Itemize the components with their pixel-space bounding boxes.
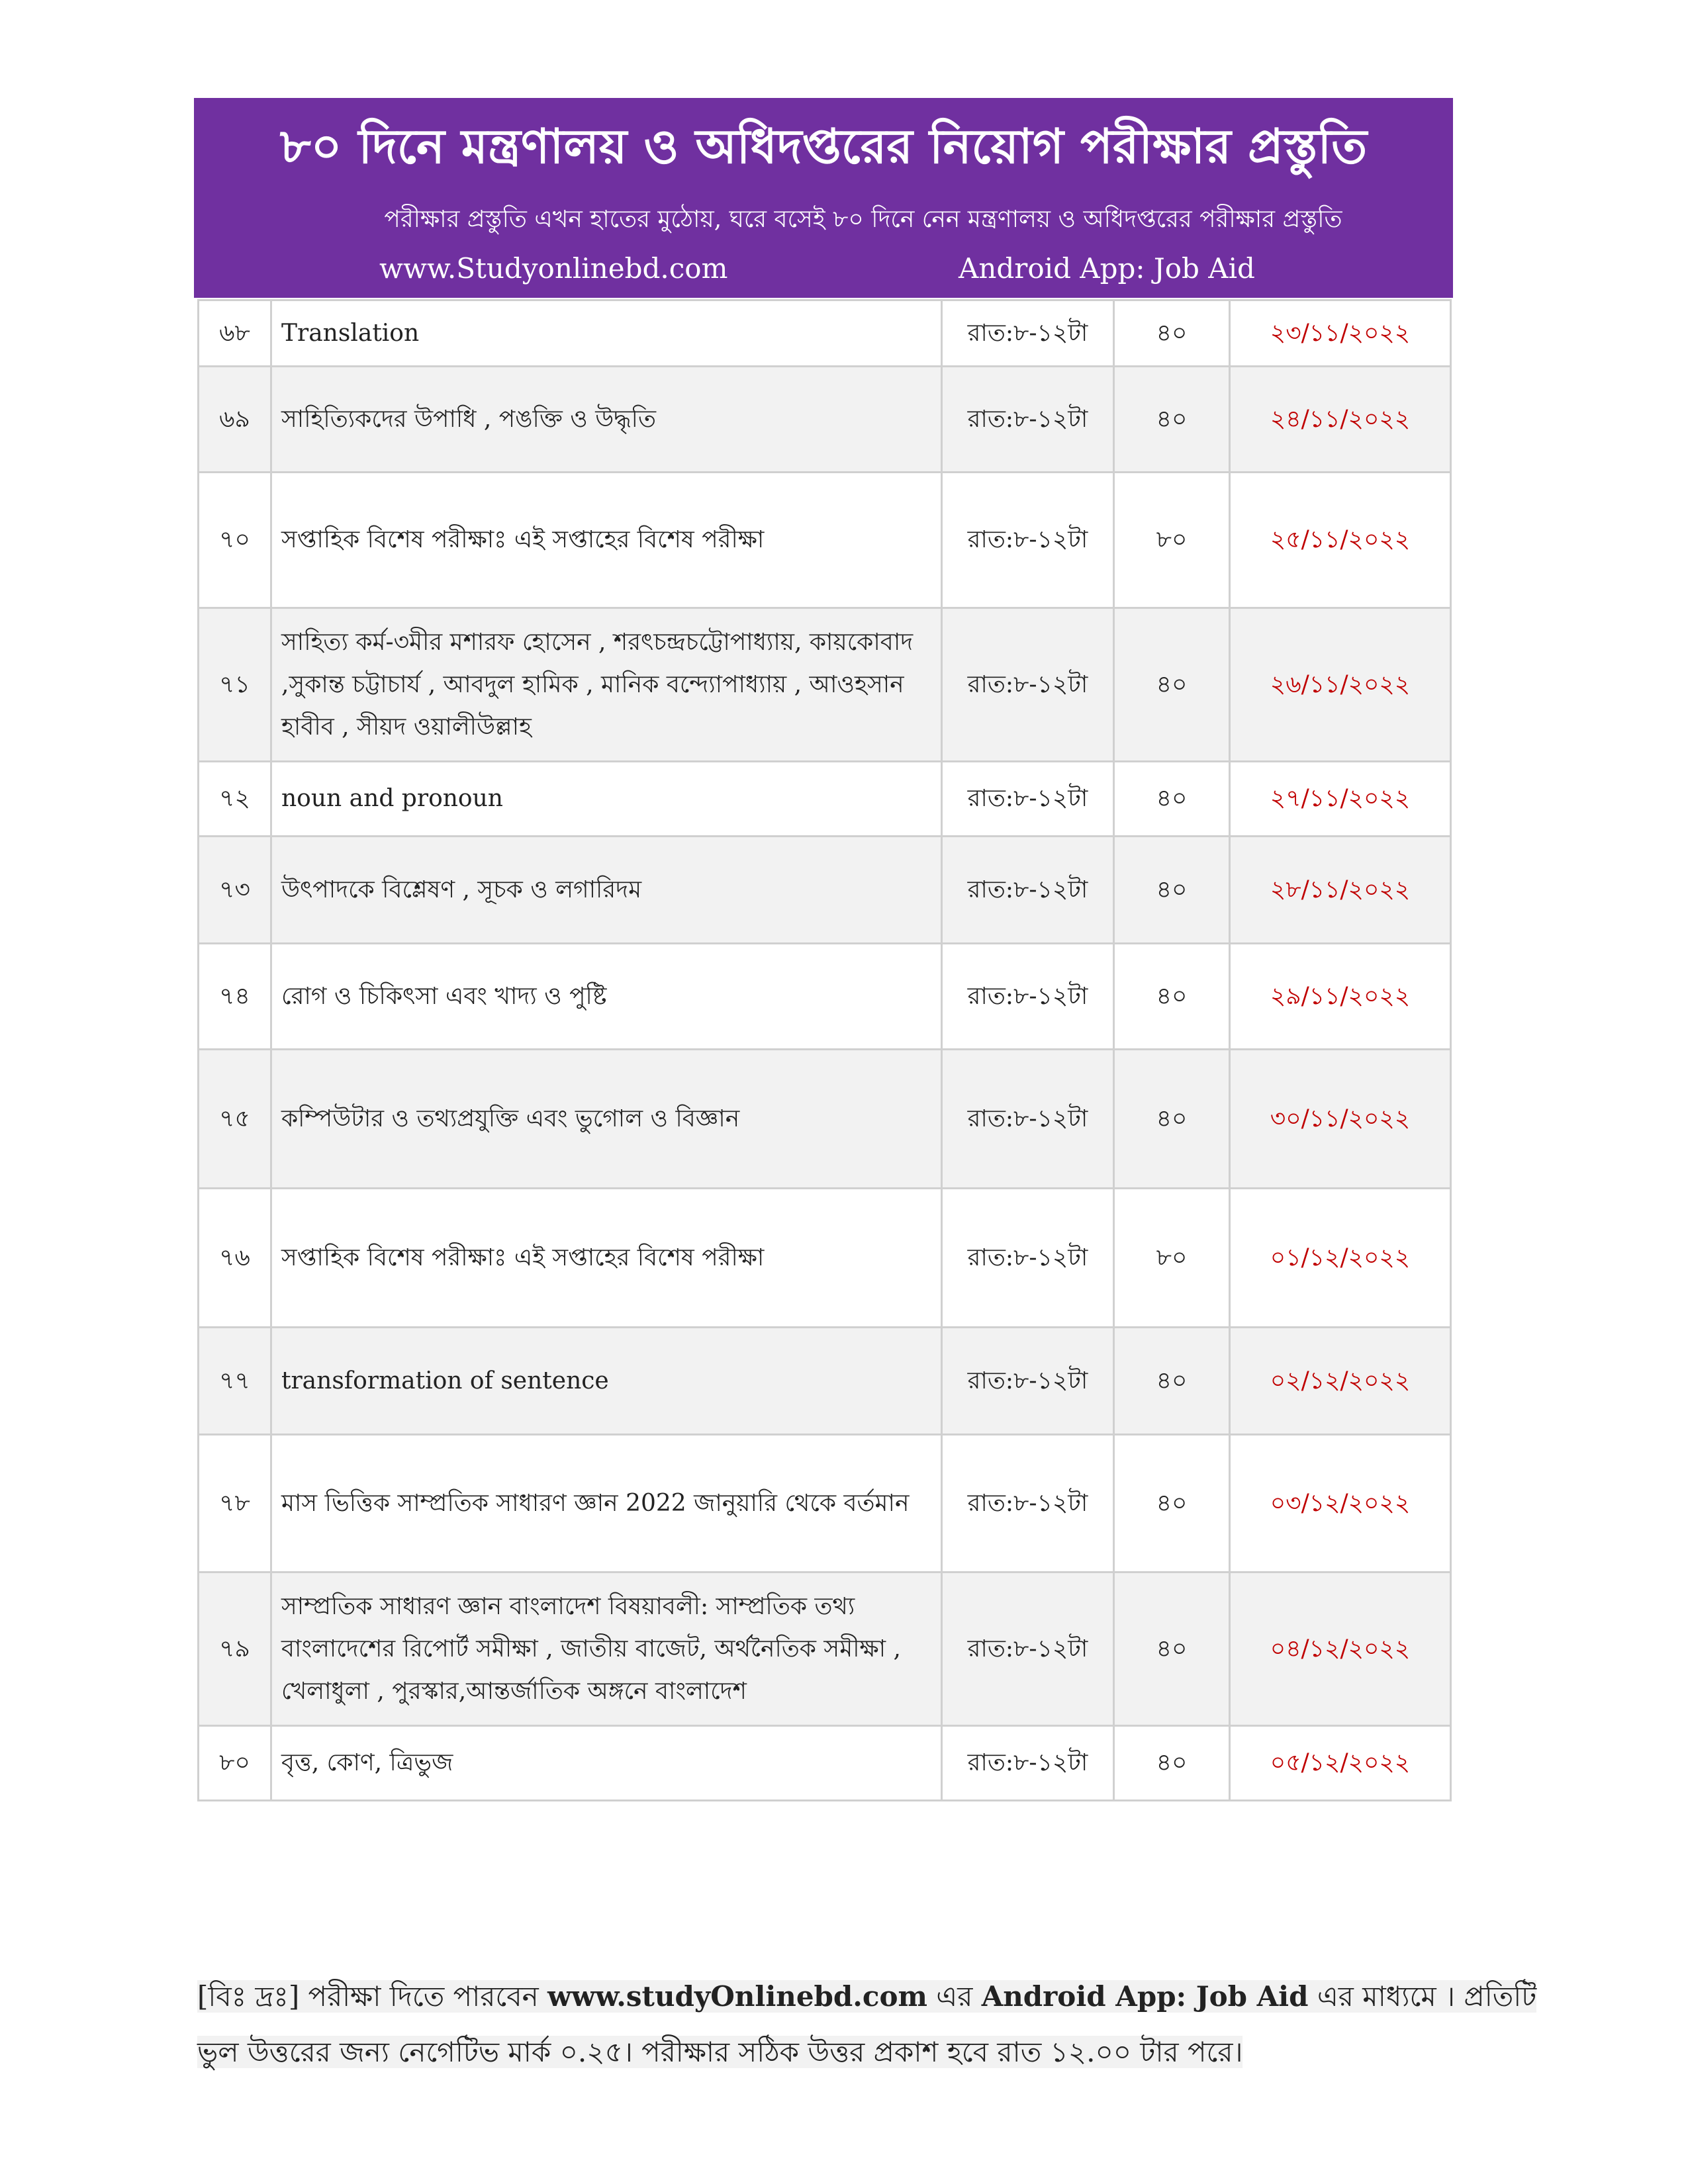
date-cell: ০৪/১২/২০২২ <box>1230 1572 1451 1726</box>
time-cell: রাত:৮-১২টা <box>942 1328 1114 1435</box>
website-text: www.Studyonlinebd.com <box>379 252 728 285</box>
table-row <box>199 1189 1451 1328</box>
time-cell: রাত:৮-১২টা <box>942 367 1114 473</box>
serial-cell: ৭৫ <box>199 1050 271 1189</box>
time-cell: রাত:৮-১২টা <box>942 837 1114 944</box>
marks-cell: ৪০ <box>1114 762 1230 837</box>
marks-cell: ৮০ <box>1114 473 1230 608</box>
date-cell: ২৫/১১/২০২২ <box>1230 473 1451 608</box>
serial-cell: ৭৯ <box>199 1572 271 1726</box>
table-row <box>199 944 1451 1050</box>
date-cell: ২৭/১১/২০২২ <box>1230 762 1451 837</box>
note-app: Android App: Job Aid <box>981 1980 1309 2013</box>
time-cell: রাত:৮-১২টা <box>942 608 1114 762</box>
serial-cell: ৭১ <box>199 608 271 762</box>
table-row <box>199 300 1451 367</box>
marks-cell: ৪০ <box>1114 1050 1230 1189</box>
serial-cell: ৬৮ <box>199 300 271 367</box>
topic-cell: সাহিত্য কর্ম-৩মীর মশারফ হোসেন , শরৎচন্দ্রচট্টোপাধ্যায়, কায়কোবাদ ,সুকান্ত চট্টাচার্য , আবদুল হামিক , মানিক বন্দ্যোপাধ্যায় , আওহসান হাবীব , সীয়দ ওয়ালীউল্লাহ <box>271 608 942 762</box>
serial-cell: ৭০ <box>199 473 271 608</box>
schedule-body <box>199 300 1451 1801</box>
note-text: এর মাধ্যমে । প্রতিটি <box>1308 1980 1537 2013</box>
time-cell: রাত:৮-১২টা <box>942 300 1114 367</box>
table-row <box>199 1572 1451 1726</box>
table-row <box>199 1328 1451 1435</box>
time-cell: রাত:৮-১২টা <box>942 1050 1114 1189</box>
date-cell: ৩০/১১/২০২২ <box>1230 1050 1451 1189</box>
date-cell: ০২/১২/২০২২ <box>1230 1328 1451 1435</box>
topic-cell: transformation of sentence <box>271 1328 942 1435</box>
time-cell: রাত:৮-১২টা <box>942 1435 1114 1572</box>
marks-cell: ৪০ <box>1114 837 1230 944</box>
note-line-2: ভুল উত্তরের জন্য নেগেটিভ মার্ক ০.২৫। পরীক্ষার সঠিক উত্তর প্রকাশ হবে রাত ১২.০০ টার পরে। <box>197 2036 1243 2068</box>
topic-cell: সাহিত্যিকদের উপাধি , পঙক্তি ও উদ্ধৃতি <box>271 367 942 473</box>
serial-cell: ৭২ <box>199 762 271 837</box>
page-title: ৮০ দিনে মন্ত্রণালয় ও অধিদপ্তরের নিয়োগ পরীক্ষার প্রস্তুতি <box>279 118 1368 174</box>
date-cell: ২৬/১১/২০২২ <box>1230 608 1451 762</box>
marks-cell: ৪০ <box>1114 944 1230 1050</box>
marks-cell: ৪০ <box>1114 1435 1230 1572</box>
time-cell: রাত:৮-১২টা <box>942 944 1114 1050</box>
topic-cell: মাস ভিত্তিক সাম্প্রতিক সাধারণ জ্ঞান 2022 জানুয়ারি থেকে বর্তমান <box>271 1435 942 1572</box>
table-row <box>199 608 1451 762</box>
table-row <box>199 1726 1451 1801</box>
header-banner <box>194 98 1453 298</box>
date-cell: ২৪/১১/২০২২ <box>1230 367 1451 473</box>
time-cell: রাত:৮-১২টা <box>942 1189 1114 1328</box>
serial-cell: ৭৮ <box>199 1435 271 1572</box>
serial-cell: ৭৩ <box>199 837 271 944</box>
app-name-text: Android App: Job Aid <box>959 252 1255 285</box>
note-site: www.studyOnlinebd.com <box>547 1980 927 2013</box>
topic-cell: সপ্তাহিক বিশেষ পরীক্ষাঃ এই সপ্তাহের বিশেষ পরীক্ষা <box>271 473 942 608</box>
date-cell: ২৯/১১/২০২২ <box>1230 944 1451 1050</box>
serial-cell: ৭৬ <box>199 1189 271 1328</box>
time-cell: রাত:৮-১২টা <box>942 1572 1114 1726</box>
time-cell: রাত:৮-১২টা <box>942 1726 1114 1801</box>
topic-cell: বৃত্ত, কোণ, ত্রিভুজ <box>271 1726 942 1801</box>
footer-note <box>197 1969 1537 2080</box>
date-cell: ০১/১২/২০২২ <box>1230 1189 1451 1328</box>
table-row <box>199 1050 1451 1189</box>
time-cell: রাত:৮-১২টা <box>942 762 1114 837</box>
marks-cell: ৮০ <box>1114 1189 1230 1328</box>
marks-cell: ৪০ <box>1114 1572 1230 1726</box>
exam-schedule-table <box>197 299 1452 1801</box>
table-row <box>199 762 1451 837</box>
note-line-1 <box>197 1980 1536 2013</box>
date-cell: ০৫/১২/২০২২ <box>1230 1726 1451 1801</box>
table-row <box>199 473 1451 608</box>
serial-cell: ৮০ <box>199 1726 271 1801</box>
table-row <box>199 1435 1451 1572</box>
page-subtitle: পরীক্ষার প্রস্তুতি এখন হাতের মুঠোয়, ঘরে বসেই ৮০ দিনে নেন মন্ত্রণালয় ও অধিদপ্তরের পরীক্ষার প্রস্তুতি <box>384 206 1342 233</box>
time-cell: রাত:৮-১২টা <box>942 473 1114 608</box>
topic-cell: Translation <box>271 300 942 367</box>
topic-cell: রোগ ও চিকিৎসা এবং খাদ্য ও পুষ্টি <box>271 944 942 1050</box>
marks-cell: ৪০ <box>1114 367 1230 473</box>
table-row <box>199 837 1451 944</box>
serial-cell: ৬৯ <box>199 367 271 473</box>
marks-cell: ৪০ <box>1114 1726 1230 1801</box>
topic-cell: কম্পিউটার ও তথ্যপ্রযুক্তি এবং ভুগোল ও বিজ্ঞান <box>271 1050 942 1189</box>
topic-cell: noun and pronoun <box>271 762 942 837</box>
serial-cell: ৭৪ <box>199 944 271 1050</box>
date-cell: ২৮/১১/২০২২ <box>1230 837 1451 944</box>
marks-cell: ৪০ <box>1114 1328 1230 1435</box>
date-cell: ০৩/১২/২০২২ <box>1230 1435 1451 1572</box>
table-row <box>199 367 1451 473</box>
marks-cell: ৪০ <box>1114 608 1230 762</box>
serial-cell: ৭৭ <box>199 1328 271 1435</box>
topic-cell: সাম্প্রতিক সাধারণ জ্ঞান বাংলাদেশ বিষয়াবলী: সাম্প্রতিক তথ্য বাংলাদেশের রিপোর্ট সমীক্ষা , জাতীয় বাজেট, অর্থনৈতিক সমীক্ষা , খেলাধুলা , পুরস্কার,আন্তর্জাতিক অঙ্গনে বাংলাদেশ <box>271 1572 942 1726</box>
topic-cell: সপ্তাহিক বিশেষ পরীক্ষাঃ এই সপ্তাহের বিশেষ পরীক্ষা <box>271 1189 942 1328</box>
topic-cell: উৎপাদকে বিশ্লেষণ , সূচক ও লগারিদম <box>271 837 942 944</box>
note-text: [বিঃ দ্রঃ] পরীক্ষা দিতে পারবেন <box>197 1980 548 2013</box>
marks-cell: ৪০ <box>1114 300 1230 367</box>
date-cell: ২৩/১১/২০২২ <box>1230 300 1451 367</box>
note-text: এর <box>927 1980 982 2013</box>
